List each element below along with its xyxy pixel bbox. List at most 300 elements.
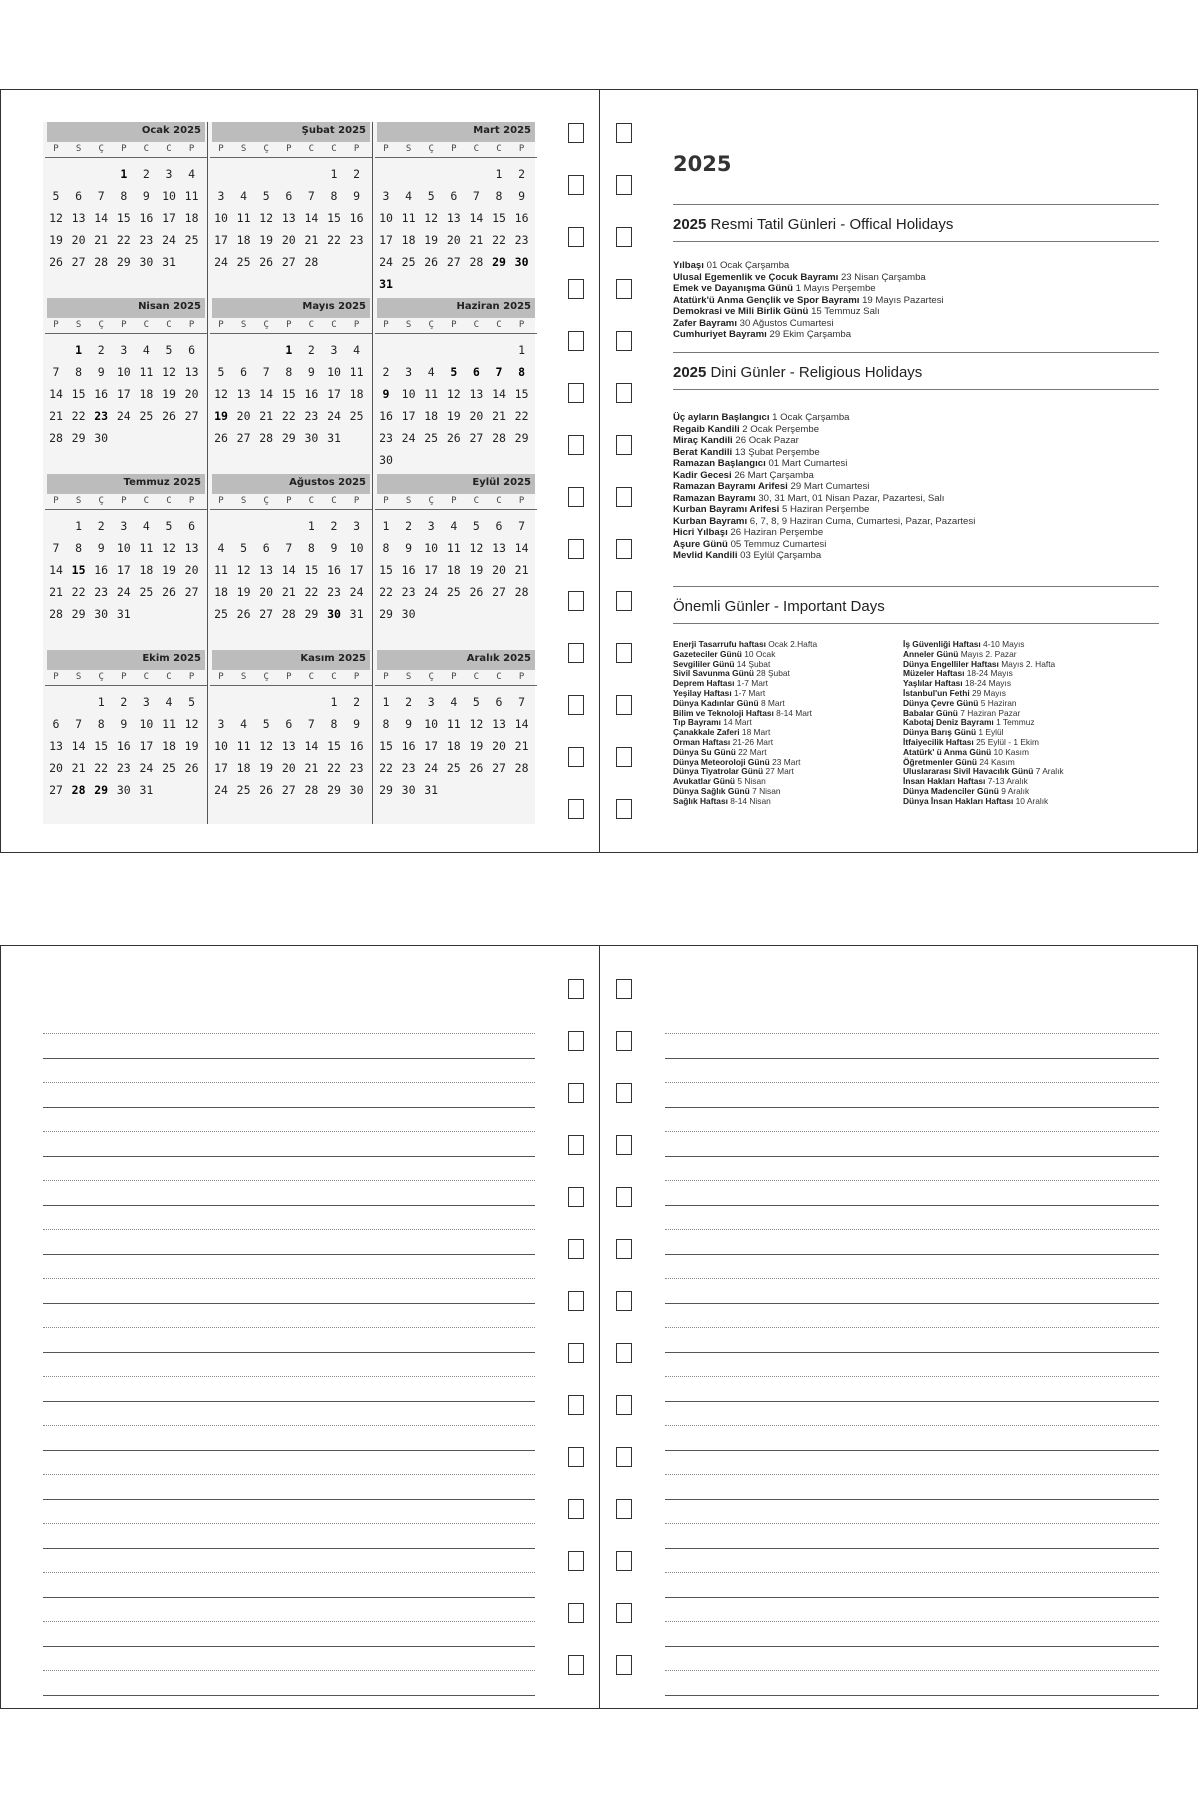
weekday-label: P <box>353 496 360 506</box>
calendar-day: 19 <box>469 563 484 577</box>
calendar-day: 13 <box>446 211 461 225</box>
religious-holidays-list <box>673 412 975 562</box>
calendar-day: 19 <box>162 387 176 401</box>
calendar-day: 2 <box>353 695 361 709</box>
calendar-day: 2 <box>518 167 526 181</box>
checkbox[interactable] <box>616 123 632 143</box>
calendar-day: 12 <box>469 717 484 731</box>
holiday-name: Dünya Tiyatrolar Günü <box>673 766 764 777</box>
calendar-day: 30 <box>401 607 416 621</box>
calendar-day: 27 <box>492 585 506 599</box>
weekday-label: P <box>286 144 292 154</box>
holiday-date: 7-13 Aralık <box>985 776 1028 787</box>
calendar-day: 17 <box>139 739 154 753</box>
holiday-name: Demokrasi ve Mili Birlik Günü <box>673 306 809 317</box>
holiday-name: Atatürk' ü Anma Günü <box>903 746 992 757</box>
calendar-day: 8 <box>518 365 526 379</box>
dotted-guide-line <box>43 1082 535 1083</box>
weekday-label: Ç <box>263 144 269 154</box>
checkbox[interactable] <box>568 227 584 247</box>
calendar-day: 21 <box>94 233 109 247</box>
calendar-day: 24 <box>379 255 393 269</box>
calendar-day: 28 <box>281 607 296 621</box>
checkbox[interactable] <box>568 1499 584 1519</box>
calendar-day: 19 <box>236 585 251 599</box>
checkbox[interactable] <box>616 175 632 195</box>
calendar-day: 16 <box>94 387 109 401</box>
weekday-label: S <box>75 496 82 506</box>
calendar-day: 2 <box>97 343 105 357</box>
checkbox[interactable] <box>616 799 632 819</box>
calendar-day: 9 <box>330 541 338 555</box>
holiday-name: Üç ayların Başlangıcı <box>673 412 770 423</box>
checkbox[interactable] <box>616 1187 632 1207</box>
calendar-day: 23 <box>94 409 109 423</box>
checkbox[interactable] <box>568 1239 584 1259</box>
holiday-date: 24 Kasım <box>977 756 1015 767</box>
checkbox[interactable] <box>616 1499 632 1519</box>
calendar-day: 4 <box>188 167 196 181</box>
writing-line <box>43 1401 535 1402</box>
checkbox[interactable] <box>568 1551 584 1571</box>
calendar-day: 17 <box>116 387 131 401</box>
checkbox[interactable] <box>568 279 584 299</box>
weekday-label: P <box>218 672 224 682</box>
calendar-day: 20 <box>49 761 63 775</box>
calendar-day: 21 <box>514 739 529 753</box>
holiday-date: 1 Eylül <box>976 727 1004 738</box>
calendar-day: 4 <box>240 717 248 731</box>
weekday-header <box>210 495 372 510</box>
checkbox[interactable] <box>568 1395 584 1415</box>
checkbox[interactable] <box>568 643 584 663</box>
month-header <box>212 474 370 494</box>
checkbox[interactable] <box>616 487 632 507</box>
holiday-date: 01 Ocak Çarşamba <box>703 260 790 271</box>
calendar-day: 12 <box>162 541 176 555</box>
calendar-column-divider <box>207 122 208 824</box>
month-title: Mayıs 2025 <box>302 301 366 312</box>
checkbox[interactable] <box>568 1447 584 1467</box>
holiday-name: Kurban Bayramı Arifesi <box>673 504 780 515</box>
calendar-day: 29 <box>71 431 86 445</box>
calendar-day: 9 <box>97 365 105 379</box>
calendar-day: 5 <box>472 695 480 709</box>
calendar-day: 12 <box>162 365 176 379</box>
calendar-day: 19 <box>469 739 484 753</box>
writing-line <box>43 1597 535 1598</box>
calendar-day: 29 <box>514 431 529 445</box>
calendar-day: 14 <box>469 211 484 225</box>
calendar-day: 11 <box>349 365 364 379</box>
calendar-day: 21 <box>281 585 296 599</box>
dotted-guide-line <box>665 1425 1159 1426</box>
holiday-item <box>673 550 975 562</box>
holiday-item <box>673 424 975 436</box>
calendar-day: 27 <box>49 783 63 797</box>
calendar-day: 10 <box>214 739 228 753</box>
calendar-day: 13 <box>71 211 86 225</box>
calendar-day: 26 <box>259 255 274 269</box>
weekday-label: P <box>518 672 525 682</box>
checkbox[interactable] <box>616 1135 632 1155</box>
checkbox[interactable] <box>616 979 632 999</box>
calendar-day: 14 <box>514 541 529 555</box>
calendar-day: 6 <box>240 365 248 379</box>
calendar-day: 20 <box>184 387 199 401</box>
calendar-day: 31 <box>379 277 393 291</box>
calendar-day: 28 <box>304 783 319 797</box>
calendar-day: 22 <box>71 585 86 599</box>
checkbox[interactable] <box>568 331 584 351</box>
calendar-day: 3 <box>427 519 435 533</box>
checkbox[interactable] <box>568 1655 584 1675</box>
weekday-label: C <box>473 320 480 330</box>
calendar-day: 4 <box>450 695 458 709</box>
calendar-day: 26 <box>469 585 484 599</box>
holiday-date: 7 Nisan <box>749 785 781 796</box>
calendar-day: 17 <box>116 563 131 577</box>
dotted-guide-line <box>43 1523 535 1524</box>
checkbox[interactable] <box>568 1083 584 1103</box>
calendar-day: 13 <box>49 739 63 753</box>
checkbox[interactable] <box>616 1291 632 1311</box>
checkbox-column-left <box>568 90 590 852</box>
weekday-label: P <box>121 496 127 506</box>
holiday-date: 19 Mayıs Pazartesi <box>859 294 944 306</box>
weekday-label: P <box>451 320 457 330</box>
holiday-date: 8-14 Nisan <box>727 795 771 806</box>
calendar-day: 30 <box>401 783 416 797</box>
calendar-day: 23 <box>139 233 154 247</box>
calendar-day: 8 <box>495 189 503 203</box>
calendar-day: 15 <box>492 211 506 225</box>
checkbox[interactable] <box>568 979 584 999</box>
calendar-day: 30 <box>349 783 364 797</box>
weekday-label: C <box>331 496 337 506</box>
holiday-date: 10 Kasım <box>991 746 1029 757</box>
checkbox[interactable] <box>568 695 584 715</box>
calendar-day: 12 <box>469 541 484 555</box>
calendar-day: 31 <box>139 783 154 797</box>
checkbox[interactable] <box>568 1343 584 1363</box>
weekday-header <box>45 671 207 686</box>
calendar-day: 17 <box>379 233 393 247</box>
month-title: Mart 2025 <box>473 125 531 136</box>
checkbox[interactable] <box>568 1187 584 1207</box>
calendar-day: 5 <box>188 695 196 709</box>
checkbox[interactable] <box>616 539 632 559</box>
religious-holidays-title <box>673 352 1159 390</box>
month-block <box>210 474 372 650</box>
checkbox[interactable] <box>616 1551 632 1571</box>
weekday-label: P <box>383 496 389 506</box>
calendar-day: 12 <box>446 387 461 401</box>
holiday-item <box>673 504 975 516</box>
calendar-day: 1 <box>307 519 315 533</box>
calendar-day: 27 <box>259 607 274 621</box>
holiday-date: 14 Şubat <box>734 658 771 669</box>
checkbox[interactable] <box>616 643 632 663</box>
checkbox[interactable] <box>616 1083 632 1103</box>
year-calendar <box>43 122 535 824</box>
calendar-day: 28 <box>49 431 63 445</box>
calendar-day: 4 <box>240 189 248 203</box>
calendar-day: 8 <box>382 541 390 555</box>
calendar-day: 30 <box>514 255 529 269</box>
month-header <box>47 122 205 142</box>
holiday-name: Sevgililer Günü <box>673 658 735 669</box>
dotted-guide-line <box>665 1327 1159 1328</box>
calendar-day: 28 <box>514 761 529 775</box>
calendar-day: 21 <box>492 409 506 423</box>
holiday-date: 30, 31 Mart, 01 Nisan Pazar, Pazartesi, Salı <box>755 492 945 504</box>
calendar-day: 8 <box>307 541 315 555</box>
calendar-day: 14 <box>492 387 506 401</box>
calendar-day: 6 <box>495 519 503 533</box>
calendar-day: 13 <box>492 717 506 731</box>
calendar-day: 8 <box>75 365 83 379</box>
writing-line <box>43 1450 535 1451</box>
calendar-day: 25 <box>214 607 228 621</box>
calendar-day: 28 <box>259 431 274 445</box>
holiday-item <box>673 295 944 307</box>
month-title: Ekim 2025 <box>142 653 201 664</box>
calendar-day: 14 <box>514 717 529 731</box>
dotted-guide-line <box>43 1474 535 1475</box>
calendar-day: 5 <box>262 717 270 731</box>
checkbox[interactable] <box>568 747 584 767</box>
dotted-guide-line <box>43 1572 535 1573</box>
holiday-date: 26 Mart Çarşamba <box>731 469 814 481</box>
checkbox[interactable] <box>616 1655 632 1675</box>
page-spine <box>599 946 600 1708</box>
holiday-item <box>673 493 975 505</box>
holiday-item <box>673 435 975 447</box>
writing-line <box>665 1107 1159 1108</box>
calendar-day: 18 <box>349 387 364 401</box>
weekday-label: Ç <box>98 320 104 330</box>
calendar-day: 7 <box>307 717 315 731</box>
calendar-day: 24 <box>349 585 364 599</box>
calendar-day: 13 <box>184 541 199 555</box>
calendar-day: 6 <box>285 717 293 731</box>
checkbox-column-right <box>616 946 638 1708</box>
calendar-day: 5 <box>427 189 435 203</box>
calendar-day: 18 <box>236 761 251 775</box>
holiday-item <box>673 306 944 318</box>
calendar-day: 26 <box>214 431 228 445</box>
calendar-day: 1 <box>75 519 83 533</box>
checkbox[interactable] <box>616 331 632 351</box>
calendar-day: 26 <box>162 585 176 599</box>
holiday-name: Çanakkale Zaferi <box>673 727 740 738</box>
holiday-item <box>673 283 944 295</box>
calendar-spread <box>0 89 1198 853</box>
holiday-name: İstanbul'un Fethi <box>903 687 970 698</box>
dotted-guide-line <box>665 1376 1159 1377</box>
calendar-day: 24 <box>424 585 439 599</box>
holiday-date: 1-7 Mart <box>734 678 768 689</box>
holiday-item <box>903 797 1064 807</box>
calendar-day: 6 <box>188 343 196 357</box>
calendar-day: 23 <box>304 409 319 423</box>
holiday-name: Cumhuriyet Bayramı <box>673 329 767 340</box>
holiday-name: Müzeler Haftası <box>903 668 965 679</box>
checkbox[interactable] <box>568 435 584 455</box>
holiday-date: 26 Ocak Pazar <box>732 435 799 446</box>
holiday-date: 18 Mart <box>739 727 771 738</box>
checkbox[interactable] <box>616 383 632 403</box>
holiday-name: Atatürk'ü Anma Gençlik ve Spor Bayramı <box>673 294 860 306</box>
calendar-day: 17 <box>214 233 228 247</box>
calendar-day: 29 <box>492 255 506 269</box>
calendar-day: 16 <box>94 563 109 577</box>
writing-line <box>665 1646 1159 1647</box>
calendar-day: 6 <box>52 717 60 731</box>
calendar-day: 9 <box>97 541 105 555</box>
holiday-name: Ramazan Başlangıcı <box>673 458 766 469</box>
checkbox[interactable] <box>568 1135 584 1155</box>
checkbox[interactable] <box>616 1031 632 1051</box>
holiday-name: Emek ve Dayanışma Günü <box>673 283 793 294</box>
dotted-guide-line <box>665 1278 1159 1279</box>
writing-line <box>43 1303 535 1304</box>
checkbox[interactable] <box>568 1291 584 1311</box>
checkbox[interactable] <box>616 1395 632 1415</box>
calendar-day: 29 <box>71 607 86 621</box>
checkbox[interactable] <box>568 1603 584 1623</box>
calendar-day: 2 <box>405 519 413 533</box>
checkbox[interactable] <box>568 175 584 195</box>
holiday-name: Ramazan Bayramı Arifesi <box>673 481 788 492</box>
calendar-day: 11 <box>401 211 416 225</box>
holiday-item <box>673 470 975 482</box>
calendar-day: 19 <box>184 739 199 753</box>
weekday-label: C <box>496 144 502 154</box>
writing-line <box>665 1352 1159 1353</box>
weekday-label: Ç <box>263 496 269 506</box>
checkbox[interactable] <box>616 227 632 247</box>
weekday-label: S <box>240 672 247 682</box>
checkbox[interactable] <box>616 1239 632 1259</box>
weekday-header <box>210 319 372 334</box>
weekday-label: P <box>518 144 525 154</box>
checkbox[interactable] <box>568 383 584 403</box>
checkbox[interactable] <box>616 1447 632 1467</box>
checkbox[interactable] <box>568 539 584 559</box>
checkbox[interactable] <box>616 747 632 767</box>
month-header <box>47 474 205 494</box>
weekday-label: S <box>240 320 247 330</box>
month-block <box>210 122 372 298</box>
calendar-day: 18 <box>162 739 176 753</box>
checkbox[interactable] <box>568 487 584 507</box>
checkbox[interactable] <box>568 1031 584 1051</box>
calendar-day: 3 <box>217 189 225 203</box>
calendar-day: 20 <box>236 409 251 423</box>
checkbox[interactable] <box>616 1603 632 1623</box>
calendar-day: 19 <box>424 233 439 247</box>
weekday-label: P <box>188 672 195 682</box>
weekday-label: P <box>286 672 292 682</box>
calendar-day: 25 <box>401 255 416 269</box>
calendar-day: 10 <box>214 211 228 225</box>
checkbox[interactable] <box>616 435 632 455</box>
calendar-day: 27 <box>184 585 199 599</box>
calendar-day: 30 <box>139 255 154 269</box>
calendar-day: 27 <box>492 761 506 775</box>
holiday-date: 21-26 Mart <box>730 736 774 747</box>
calendar-day: 17 <box>349 563 364 577</box>
writing-line <box>43 1646 535 1647</box>
checkbox[interactable] <box>616 695 632 715</box>
holiday-name: Dünya İnsan Hakları Haftası <box>903 795 1014 806</box>
calendar-day: 10 <box>424 717 439 731</box>
calendar-day: 15 <box>71 563 86 577</box>
holiday-date: 18-24 Mayıs <box>962 678 1012 689</box>
calendar-day: 22 <box>116 233 131 247</box>
calendar-day: 22 <box>379 585 393 599</box>
calendar-day: 16 <box>304 387 319 401</box>
weekday-label: C <box>166 496 172 506</box>
calendar-day: 10 <box>116 541 131 555</box>
calendar-day: 11 <box>424 387 439 401</box>
calendar-day: 5 <box>240 541 248 555</box>
dotted-guide-line <box>665 1180 1159 1181</box>
dotted-guide-line <box>43 1621 535 1622</box>
calendar-day: 5 <box>262 189 270 203</box>
calendar-day: 12 <box>184 717 199 731</box>
calendar-day: 13 <box>184 365 199 379</box>
weekday-label: P <box>383 144 389 154</box>
calendar-column-divider <box>372 122 373 824</box>
calendar-day: 18 <box>401 233 416 247</box>
calendar-day: 9 <box>353 717 361 731</box>
weekday-label: S <box>240 496 247 506</box>
checkbox[interactable] <box>568 799 584 819</box>
weekday-header <box>45 495 207 510</box>
checkbox[interactable] <box>616 591 632 611</box>
writing-line <box>43 1107 535 1108</box>
checkbox[interactable] <box>568 591 584 611</box>
holiday-date: 1-7 Mart <box>731 687 766 698</box>
holiday-date: 28 Şubat <box>753 668 790 679</box>
checkbox[interactable] <box>568 123 584 143</box>
calendar-day: 7 <box>307 189 315 203</box>
writing-line <box>665 1695 1159 1696</box>
calendar-day: 31 <box>424 783 439 797</box>
calendar-day: 29 <box>379 783 393 797</box>
holiday-name: Sivil Savunma Günü <box>673 668 754 679</box>
calendar-day: 29 <box>281 431 296 445</box>
weekday-label: P <box>218 144 224 154</box>
official-title-text: Resmi Tatil Günleri - Offical Holidays <box>706 216 954 233</box>
holiday-name: Öğretmenler Günü <box>903 756 977 767</box>
calendar-day: 24 <box>214 783 228 797</box>
holiday-name: Yeşilay Haftası <box>673 687 732 698</box>
weekday-label: Ç <box>428 496 434 506</box>
calendar-day: 21 <box>304 233 319 247</box>
checkbox[interactable] <box>616 279 632 299</box>
weekday-label: S <box>240 144 247 154</box>
dotted-guide-line <box>43 1033 535 1034</box>
weekday-label: C <box>331 672 337 682</box>
checkbox[interactable] <box>616 1343 632 1363</box>
calendar-day: 31 <box>162 255 176 269</box>
calendar-day: 11 <box>446 541 461 555</box>
holiday-name: Hicri Yılbaşı <box>673 527 728 538</box>
